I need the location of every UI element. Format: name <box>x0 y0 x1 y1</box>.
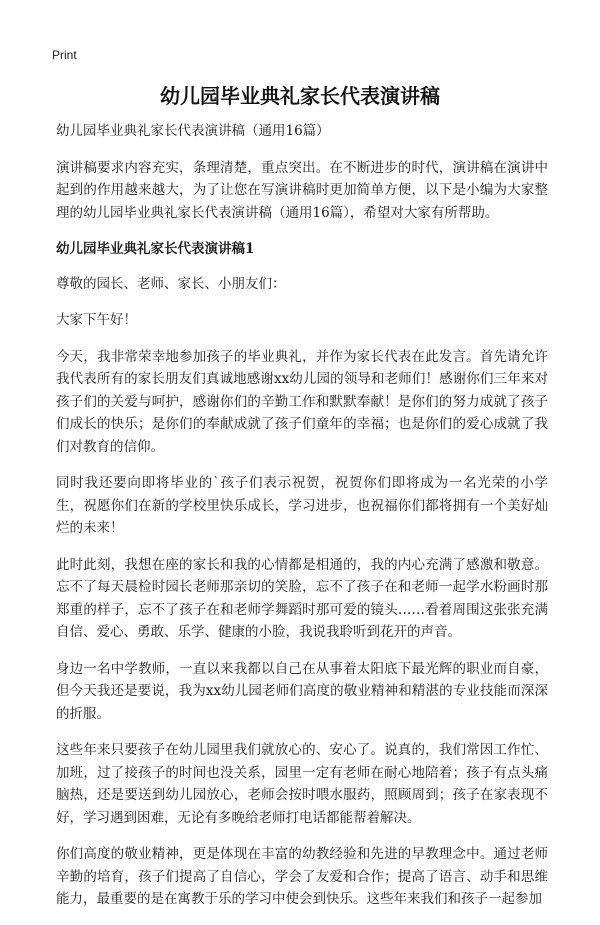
page-title: 幼儿园毕业典礼家长代表演讲稿 <box>160 84 440 108</box>
paragraph-salutation: 尊敬的园长、老师、家长、小朋友们： <box>56 275 286 292</box>
paragraph: 同时我还要向即将毕业的`孩子们表示祝贺，祝贺你们即将成为一名光荣的小学生，祝愿你们在新的学校里快乐成长，学习进步，也祝福你们都将拥有一个美好灿烂的未来！ <box>56 475 548 536</box>
paragraph: 你们高度的敬业精神，更是体现在丰富的幼教经验和先进的早教理念中。通过老师辛勤的培育，孩子们提高了自信心，学会了友爱和合作；提高了语言、动手和思维能力，最重要的是在寓教于乐的学习中使会到快乐。这些年来我们和孩子一起参加 <box>56 846 548 907</box>
paragraph: 此时此刻，我想在座的家长和我的心情都是相通的，我的内心充满了感激和敬意。忘不了每天晨检时园长老师那亲切的笑脸，忘不了孩子在和老师一起学水粉画时那郑重的样子，忘不了孩子在和老师学舞蹈时那可爱的镜头……看着周围这张张充满自信、爱心、勇敢、乐学、健康的小脸，我说我聆听到花开的声音。 <box>56 556 548 640</box>
print-link[interactable]: Print <box>52 48 77 62</box>
section-heading: 幼儿园毕业典礼家长代表演讲稿1 <box>56 241 255 257</box>
paragraph-greeting: 大家下午好！ <box>56 312 137 328</box>
paragraph: 身边一名中学教师，一直以来我都以自己在从事着太阳底下最光辉的职业而自豪，但今天我还是要说，我为xx幼儿园老师们高度的敬业精神和精湛的专业技能而深深的折服。 <box>56 660 548 722</box>
intro-paragraph: 演讲稿要求内容充实，条理清楚，重点突出。在不断进步的时代，演讲稿在演讲中起到的作用越来越大，为了让您在写演讲稿时更加简单方便，以下是小编为大家整理的幼儿园毕业典礼家长代表演讲稿（通用16篇），希望对大家有所帮助。 <box>56 159 548 221</box>
paragraph: 这些年来只要孩子在幼儿园里我们就放心的、安心了。说真的，我们常因工作忙、加班，过了接孩子的时间也没关系，园里一定有老师在耐心地陪着；孩子有点头痛脑热，还是要送到幼儿园放心，老师会按时喂水服药，照顾周到；孩子在家表现不好，学习遇到困难，无论有多晚给老师打电话都能帮着解决。 <box>56 742 548 826</box>
paragraph: 今天，我非常荣幸地参加孩子的毕业典礼，并作为家长代表在此发言。首先请允许我代表所有的家长朋友们真诚地感谢xx幼儿园的领导和老师们！感谢你们三年来对孩子们的关爱与呵护，感谢你们的辛勤工作和默默奉献！是你们的努力成就了孩子们成长的快乐；是你们的奉献成就了孩子们童年的幸福；也是你们的爱心成就了我们对教育的信仰。 <box>56 348 548 455</box>
article-body <box>56 120 548 925</box>
document-subtitle: 幼儿园毕业典礼家长代表演讲稿（通用16篇） <box>56 123 330 139</box>
